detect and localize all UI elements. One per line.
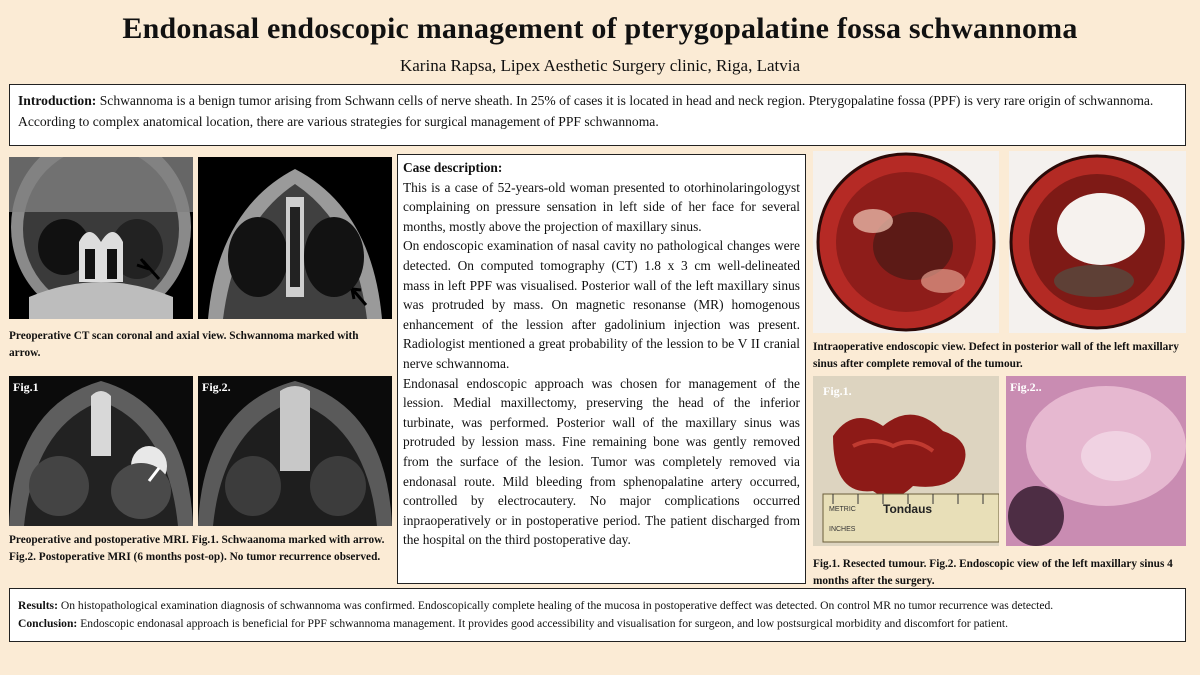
results-text: On histopathological examination diagnosis of schwannoma was confirmed. Endoscopically complete healing of the mucosa in postoperative deffect was detected. On control MR no tumor recurrence was detected. <box>60 599 1054 612</box>
specimen-fig1-tag: Fig.1. <box>823 384 852 398</box>
mri-caption: Preoperative and postoperative MRI. Fig.1. Schwaanoma marked with arrow. Fig.2. Postoperative MRI (6 months post-op). No tumor recurrence observed. <box>9 534 385 563</box>
poster-author: Karina Rapsa, Lipex Aesthetic Surgery clinic, Riga, Latvia <box>399 56 800 75</box>
intraop-image-2 <box>1009 151 1186 333</box>
ruler-metric-label: METRIC <box>829 506 856 513</box>
followup-endoscopic-image <box>1006 376 1186 546</box>
poster-title: Endonasal endoscopic management of pterygopalatine fossa schwannoma <box>122 12 1078 45</box>
specimen-fig2-tag: Fig.2.. <box>1010 380 1042 394</box>
case-paragraph-2: On endoscopic examination of nasal cavity no pathological changes were detected. On computed tomography (CT) 1.8 x 3 cm well-delineated mass in left PPF was visualised. Posterior wall of the left maxillary sinus was protruded by mass. On magnetic resonanse (MR) homogenous enhancement of the lession after gadolinium injection was present. Radiologist mentioned a great probability of the lession to be V II cranial nerve schwannoma. <box>403 238 800 371</box>
resected-tumour-image <box>813 376 999 546</box>
ruler-inches-label: INCHES <box>829 526 856 533</box>
ruler-brand-label: Tondaus <box>883 502 933 516</box>
results-box <box>9 588 1186 642</box>
ct-axial-image <box>198 157 392 319</box>
specimen-caption: Fig.1. Resected tumour. Fig.2. Endoscopic view of the left maxillary sinus 4 months after the surgery. <box>813 558 1173 587</box>
mri-preop-image <box>9 376 193 526</box>
introduction-text: Schwannoma is a benign tumor arising from Schwann cells of nerve sheath. In 25% of cases it is located in head and neck region. Pterygopalatine fossa (PPF) is very rare origin of schwannoma. According to complex anatomical location, there are various strategies for surgical management of PPF schwannoma. <box>18 93 1154 129</box>
results-label: Results: <box>18 599 58 612</box>
case-paragraph-1: This is a case of 52-years-old woman presented to otorhinolaringologyst complaining on pressure sensation in left side of her face for several months, mostly above the projection of maxillary sinus. <box>403 179 800 234</box>
intraop-caption: Intraoperative endoscopic view. Defect in posterior wall of the left maxillary sinus after complete removal of the tumour. <box>813 341 1179 370</box>
case-heading: Case description: <box>403 160 503 175</box>
case-paragraph-3: Endonasal endoscopic approach was chosen for management of the lession. Medial maxillectomy, preserving the head of the inferior turbinate, was performed. Posterior wall of the maxillary sinus was protruded by lession mass. Fine remaining bone was gently removed from the surface of the lesion. Tumor was completely removed via endonasal route. Mild bleeding from sphenopalatine artery occurred, controlled by electrocautery. No major complications occurred inpraoperatively or in postoperative period. The patient discharged from the hospital on the third postoperative day. <box>403 375 800 548</box>
conclusion-text: Endoscopic endonasal approach is beneficial for PPF schwannoma management. It provides good accessibility and visualisation for surgeon, and low postsurgical morbidity and discomfort for patient. <box>80 617 1009 630</box>
mri-fig2-tag: Fig.2. <box>202 380 231 394</box>
case-description-box <box>397 154 806 584</box>
conclusion-label: Conclusion: <box>18 617 78 630</box>
ct-coronal-image <box>9 157 193 319</box>
mri-fig1-tag: Fig.1 <box>13 380 39 394</box>
introduction-label: Introduction: <box>18 93 97 108</box>
ct-caption: Preoperative CT scan coronal and axial view. Schwannoma marked with arrow. <box>9 330 359 359</box>
mri-postop-image <box>198 376 392 526</box>
introduction-box <box>9 84 1186 146</box>
intraop-image-1 <box>813 151 999 333</box>
